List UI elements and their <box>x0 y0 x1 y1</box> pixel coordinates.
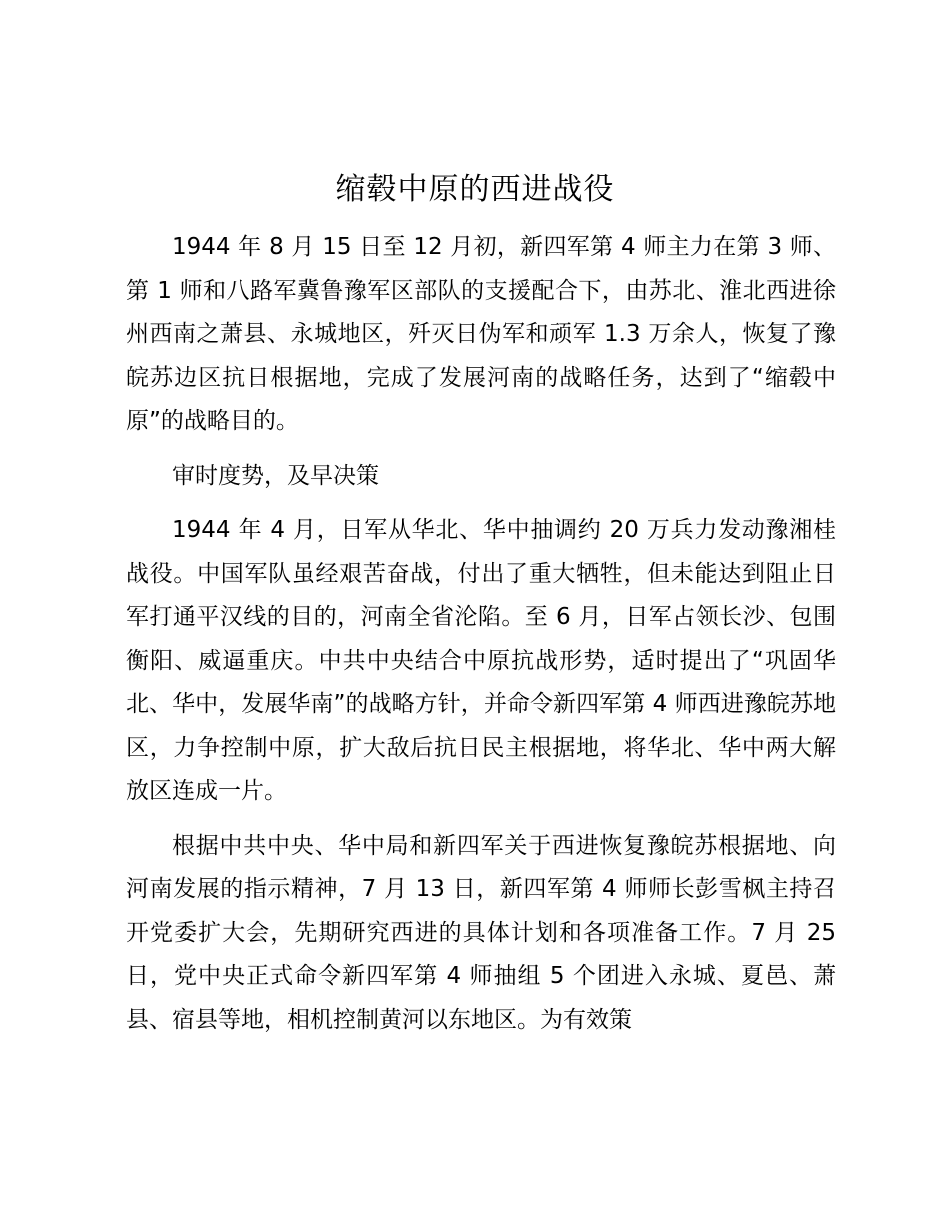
document-body <box>126 226 836 1053</box>
paragraph-decision: 根据中共中央、华中局和新四军关于西进恢复豫皖苏根据地、向河南发展的指示精神，7 月 13 日，新四军第 4 师师长彭雪枫主持召开党委扩大会，先期研究西进的具体计划和各项准备工作。7 月 25 日，党中央正式命令新四军第 4 师抽组 5 个团进入永城、夏邑、萧县、宿县等地，相机控制黄河以东地区。为有效策 <box>126 832 836 1033</box>
paragraph-intro: 1944 年 8 月 15 日至 12 月初，新四军第 4 师主力在第 3 师、第 1 师和八路军冀鲁豫军区部队的支援配合下，由苏北、淮北西进徐州西南之萧县、永城地区，歼灭日伪军和顽军 1.3 万余人，恢复了豫皖苏边区抗日根据地，完成了发展河南的战略任务，达到了“缩毂中原”的战略目的。 <box>126 234 836 434</box>
paragraph-background: 1944 年 4 月，日军从华北、华中抽调约 20 万兵力发动豫湘桂战役。中国军队虽经艰苦奋战，付出了重大牺牲，但未能达到阻止日军打通平汉线的目的，河南全省沦陷。至 6 月，日军占领长沙、包围衡阳、威逼重庆。中共中央结合中原抗战形势，适时提出了“巩固华北、华中，发展华南”的战略方针，并命令新四军第 4 师西进豫皖苏地区，力争控制中原，扩大敌后抗日民主根据地，将华北、华中两大解放区连成一片。 <box>126 517 836 804</box>
document-title: 缩毂中原的西进战役 <box>335 172 615 207</box>
section-heading: 审时度势，及早决策 <box>172 462 379 489</box>
